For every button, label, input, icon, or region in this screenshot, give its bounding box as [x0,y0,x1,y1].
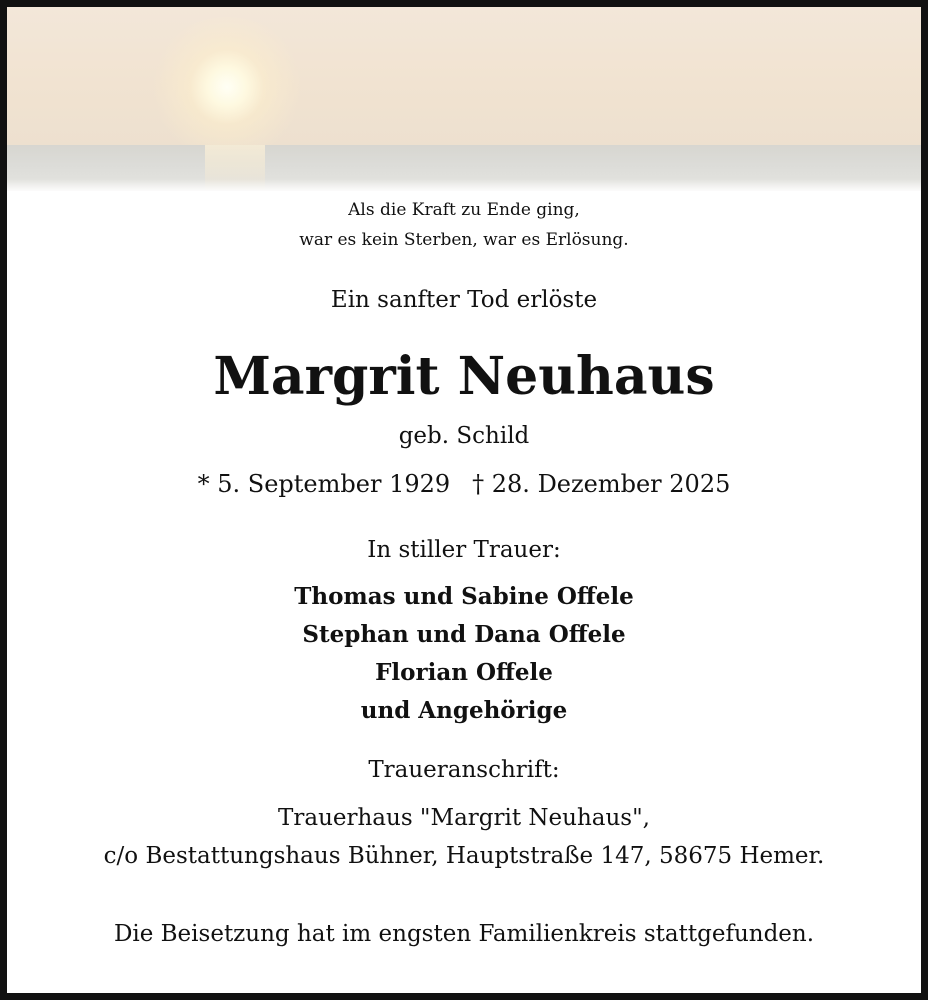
address-line-1: Trauerhaus "Margrit Neuhaus", [278,805,650,831]
mourner-2: Stephan und Dana Offele [302,621,626,648]
deceased-name: Margrit Neuhaus [213,346,715,407]
sun-icon [147,17,307,157]
verse-line-1: Als die Kraft zu Ende ging, [348,200,580,220]
birth-date: * 5. September 1929 [197,470,451,498]
burial-note: Die Beisetzung hat im engsten Familienkreis stattgefunden. [113,921,815,947]
address [7,799,921,875]
mourning-label: In stiller Trauer: [367,537,561,563]
sky [7,7,921,147]
mourners-list [7,578,921,730]
verse-line-2: war es kein Sterben, war es Erlösung. [299,230,629,250]
birth-name: geb. Schild [398,423,530,449]
image-fade [7,179,921,191]
address-label: Traueranschrift: [368,757,560,783]
sunset-sea-image [7,7,921,191]
verse [7,195,921,255]
mourner-1: Thomas und Sabine Offele [294,583,634,610]
intro-text: Ein sanfter Tod erlöste [330,287,598,313]
mourner-3: Florian Offele [375,659,553,686]
death-date: † 28. Dezember 2025 [472,470,731,498]
address-line-2: c/o Bestattungshaus Bühner, Hauptstraße 147, 58675 Hemer. [103,843,825,869]
mourner-4: und Angehörige [360,697,568,724]
life-dates [7,470,921,498]
